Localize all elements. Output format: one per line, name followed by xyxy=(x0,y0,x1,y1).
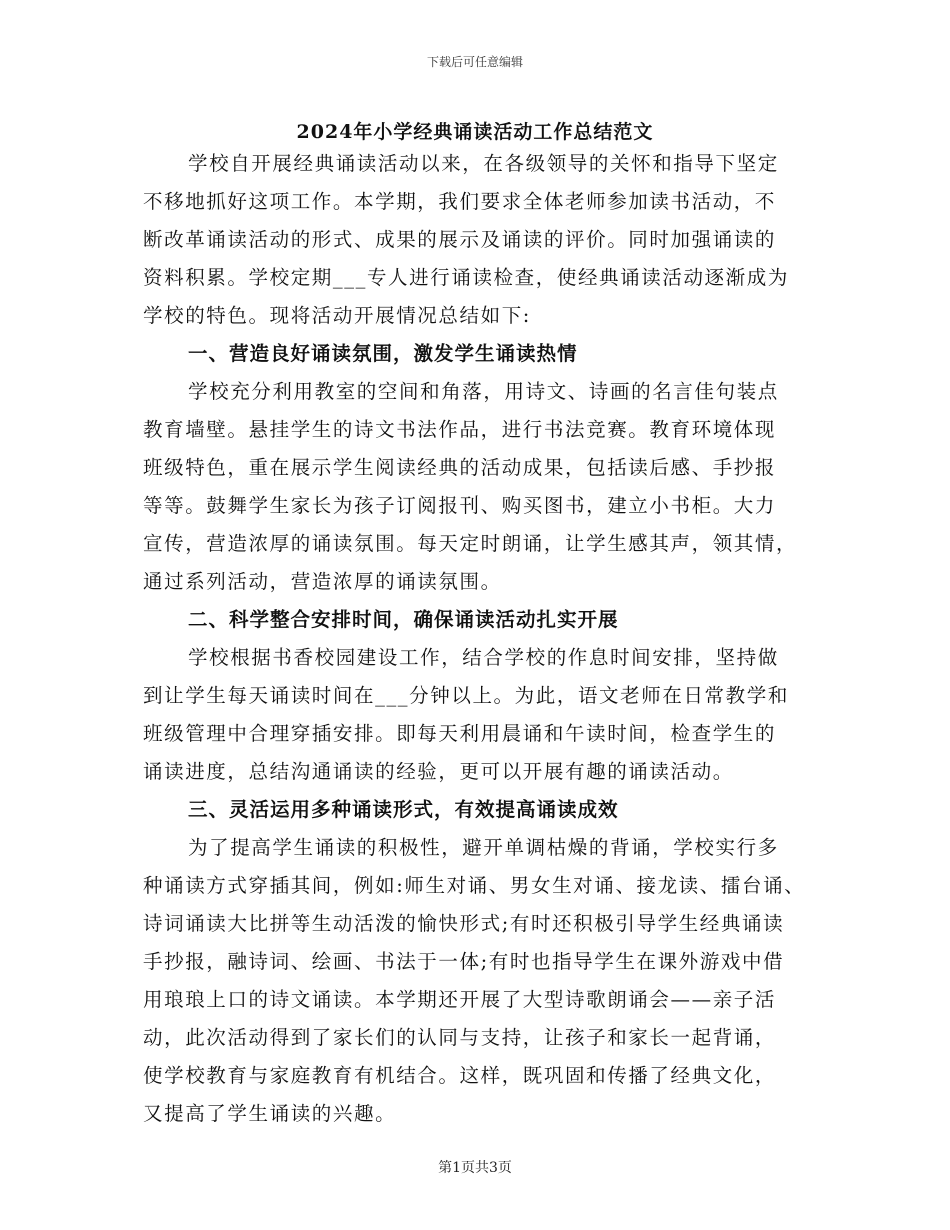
paragraph-line: 学校自开展经典诵读活动以来，在各级领导的关怀和指导下坚定 xyxy=(188,152,779,175)
paragraph-line: 种诵读方式穿插其间，例如:师生对诵、男女生对诵、接龙读、擂台诵、 xyxy=(143,874,806,897)
paragraph-line: 诗词诵读大比拼等生动活泼的愉快形式;有时还积极引导学生经典诵读 xyxy=(143,912,785,935)
header-note: 下载后可任意编辑 xyxy=(426,55,523,69)
paragraph-line: 学校的特色。现将活动开展情况总结如下: xyxy=(143,304,531,327)
paragraph-line: 学校充分利用教室的空间和角落，用诗文、诗画的名言佳句装点 xyxy=(188,380,779,403)
paragraph-line: 班级特色，重在展示学生阅读经典的活动成果，包括读后感、手抄报 xyxy=(143,456,777,479)
paragraph-line: 为了提高学生诵读的积极性，避开单调枯燥的背诵，学校实行多 xyxy=(188,836,779,859)
paragraph-line: 使学校教育与家庭教育有机结合。这样，既巩固和传播了经典文化， xyxy=(143,1064,777,1087)
paragraph-line: 资料积累。学校定期___专人进行诵读检查，使经典诵读活动逐渐成为 xyxy=(143,266,789,289)
paragraph-line: 等等。鼓舞学生家长为孩子订阅报刊、购买图书，建立小书柜。大力 xyxy=(143,494,777,517)
section-heading: 一、营造良好诵读氛围，激发学生诵读热情 xyxy=(188,342,578,365)
paragraph-line: 到让学生每天诵读时间在___分钟以上。为此，语文老师在日常教学和 xyxy=(143,684,789,707)
paragraph-line: 手抄报，融诗词、绘画、书法于一体;有时也指导学生在课外游戏中借 xyxy=(143,950,785,973)
paragraph-line: 通过系列活动，营造浓厚的诵读氛围。 xyxy=(143,570,502,593)
paragraph-line: 动，此次活动得到了家长们的认同与支持，让孩子和家长一起背诵， xyxy=(143,1026,777,1049)
document-body xyxy=(143,145,813,1133)
paragraph-line: 宣传，营造浓厚的诵读氛围。每天定时朗诵，让学生感其声，领其情， xyxy=(143,532,798,555)
document-title: 2024年小学经典诵读活动工作总结范文 xyxy=(296,121,654,143)
paragraph-line: 诵读进度，总结沟通诵读的经验，更可以开展有趣的诵读活动。 xyxy=(143,760,734,783)
paragraph-line: 学校根据书香校园建设工作，结合学校的作息时间安排，坚持做 xyxy=(188,646,779,669)
paragraph-line: 又提高了学生诵读的兴趣。 xyxy=(143,1102,397,1125)
section-heading: 二、科学整合安排时间，确保诵读活动扎实开展 xyxy=(188,608,619,631)
paragraph-line: 断改革诵读活动的形式、成果的展示及诵读的评价。同时加强诵读的 xyxy=(143,228,777,251)
paragraph-line: 不移地抓好这项工作。本学期，我们要求全体老师参加读书活动，不 xyxy=(143,190,777,213)
section-heading: 三、灵活运用多种诵读形式，有效提高诵读成效 xyxy=(188,798,619,821)
paragraph-line: 班级管理中合理穿插安排。即每天利用晨诵和午读时间，检查学生的 xyxy=(143,722,777,745)
paragraph-line: 用琅琅上口的诗文诵读。本学期还开展了大型诗歌朗诵会——亲子活 xyxy=(143,988,777,1011)
paragraph-line: 教育墙壁。悬挂学生的诗文书法作品，进行书法竞赛。教育环境体现 xyxy=(143,418,777,441)
page-number: 第1页共3页 xyxy=(438,1160,512,1176)
